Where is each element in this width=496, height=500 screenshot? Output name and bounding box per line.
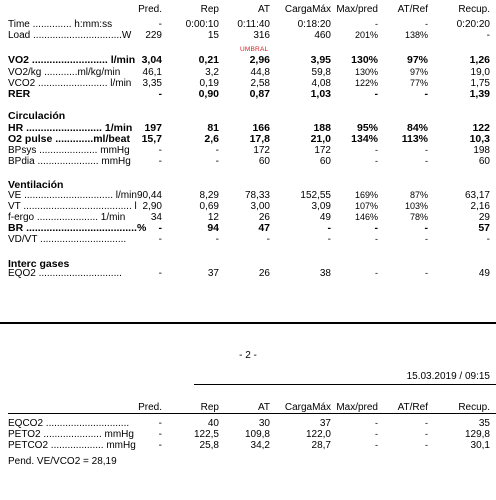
cell-value: 59,8 — [311, 67, 331, 78]
header-pred: Pred. — [138, 4, 162, 15]
cell-value: - — [375, 268, 378, 278]
cell-value: - — [375, 418, 378, 428]
cell-value: 10,3 — [469, 133, 490, 145]
cell-value: 47 — [258, 222, 270, 234]
cell-value: 1,26 — [469, 54, 490, 66]
cell-value: - — [266, 234, 270, 245]
cell-value: 37 — [319, 418, 331, 429]
header2-rep: Rep — [200, 402, 219, 413]
header2-maxpred: Max/pred — [336, 402, 378, 413]
cell-value: 138% — [404, 30, 428, 40]
cell-value: - — [158, 429, 162, 440]
cell-value: 21,0 — [310, 133, 331, 145]
cell-value: 0,87 — [249, 88, 270, 100]
cell-value: 34,2 — [250, 440, 270, 451]
cell-value: 38 — [319, 268, 331, 279]
cell-value: - — [158, 222, 162, 234]
row-label: VD/VT ............................... — [8, 234, 127, 245]
table-row — [0, 234, 496, 245]
cell-value: - — [158, 88, 162, 100]
table-header — [0, 4, 496, 15]
cell-value: - — [158, 156, 162, 167]
cell-value: 152,55 — [300, 190, 331, 201]
cell-value: 188 — [313, 122, 331, 134]
row-label: EQO2 .............................. — [8, 268, 122, 279]
cell-value: 30,1 — [470, 440, 490, 451]
row-label: VE ................................ l/min — [8, 190, 137, 201]
cell-value: 197 — [144, 122, 162, 134]
cell-value: - — [425, 268, 428, 278]
cell-value: 0:11:40 — [237, 19, 270, 30]
page-separator — [0, 322, 496, 324]
table-row — [0, 156, 496, 167]
cell-value: - — [158, 418, 162, 429]
cell-value: 166 — [252, 122, 270, 134]
cell-value: 4,08 — [311, 78, 331, 89]
cell-value: - — [327, 222, 331, 234]
cell-value: 97% — [406, 54, 428, 66]
cell-value: - — [425, 145, 428, 155]
table-row — [0, 30, 496, 41]
cell-value: 0,21 — [198, 54, 219, 66]
date-underline — [194, 384, 496, 385]
cell-value: - — [327, 234, 331, 245]
header-maxpred: Max/pred — [336, 4, 378, 15]
cell-value: 77% — [409, 78, 428, 88]
header2-recup: Recup. — [458, 402, 490, 413]
cell-value: 3,95 — [310, 54, 331, 66]
table-row — [0, 78, 496, 89]
cell-value: 8,29 — [199, 190, 219, 201]
cell-value: - — [375, 234, 378, 244]
cell-value: - — [425, 429, 428, 439]
cell-value: 26 — [258, 268, 270, 279]
cell-value: 46,1 — [142, 67, 162, 78]
cell-value: 35 — [478, 418, 490, 429]
row-label: VO2/kg ............ml/kg/min — [8, 67, 121, 78]
cell-value: 90,44 — [136, 190, 162, 201]
row-label: VT ....................................... l — [8, 201, 137, 212]
cell-value: 12 — [207, 212, 219, 223]
cell-value: 30 — [258, 418, 270, 429]
cell-value: - — [375, 429, 378, 439]
table-header-2 — [0, 402, 496, 413]
cell-value: 63,17 — [464, 190, 490, 201]
cell-value: 0:20:20 — [456, 19, 490, 30]
cell-value: 3,00 — [250, 201, 270, 212]
cell-value: - — [215, 234, 219, 245]
cell-value: 460 — [314, 30, 331, 41]
cell-value: 103% — [404, 201, 428, 211]
cell-value: 37 — [207, 268, 219, 279]
header2-cargamax: CargaMáx — [284, 402, 331, 413]
cell-value: - — [425, 418, 428, 428]
cell-value: 122 — [472, 122, 490, 134]
cell-value: 25,8 — [199, 440, 219, 451]
cell-value: - — [158, 440, 162, 451]
cell-value: - — [375, 19, 378, 29]
cell-value: 15,7 — [141, 133, 162, 145]
cell-value: - — [158, 268, 162, 279]
cell-value: 2,16 — [470, 201, 490, 212]
umbral-note: UMBRAL — [240, 46, 269, 53]
cell-value: 122,0 — [305, 429, 331, 440]
cell-value: - — [424, 222, 428, 234]
cell-value: - — [158, 145, 162, 156]
cell-value: - — [425, 19, 428, 29]
cell-value: 78% — [409, 212, 428, 222]
page-number: - 2 - — [239, 350, 257, 361]
header-at: AT — [257, 4, 270, 15]
header2-at: AT — [257, 402, 270, 413]
cell-value: 3,04 — [141, 54, 162, 66]
cell-value: 0,19 — [199, 78, 219, 89]
cell-value: - — [425, 156, 428, 166]
cell-value: 57 — [478, 222, 490, 234]
cell-value: 169% — [354, 190, 378, 200]
cell-value: 122,5 — [193, 429, 219, 440]
cell-value: - — [425, 440, 428, 450]
cell-value: - — [424, 88, 428, 100]
table-row — [0, 223, 496, 234]
cell-value: 2,90 — [142, 201, 162, 212]
row-label: BPdia ...................... mmHg — [8, 156, 131, 167]
cell-value: 28,7 — [311, 440, 331, 451]
cell-value: 15 — [207, 30, 219, 41]
cell-value: 3,35 — [142, 78, 162, 89]
cell-value: 107% — [354, 201, 378, 211]
cell-value: - — [215, 156, 219, 167]
section-circulacion: Circulación — [8, 110, 66, 122]
cell-value: 2,58 — [250, 78, 270, 89]
cell-value: 134% — [351, 133, 378, 145]
table-row — [0, 134, 496, 145]
cell-value: 2,96 — [249, 54, 270, 66]
cell-value: 113% — [401, 133, 428, 145]
cell-value: - — [375, 156, 378, 166]
row-label: BPsys ..................... mmHg — [8, 145, 130, 156]
cell-value: 229 — [145, 30, 162, 41]
cell-value: 26 — [258, 212, 270, 223]
cell-value: 17,8 — [249, 133, 270, 145]
cell-value: 81 — [207, 122, 219, 134]
cell-value: 316 — [253, 30, 270, 41]
cell-value: 1,75 — [470, 78, 490, 89]
table-row — [0, 67, 496, 78]
cell-value: 130% — [354, 67, 378, 77]
row-label: O2 pulse .............ml/beat — [8, 133, 130, 145]
cell-value: 3,09 — [311, 201, 331, 212]
header-atref: AT/Ref — [397, 4, 428, 15]
cell-value: - — [425, 234, 428, 244]
cell-value: - — [158, 234, 162, 245]
cell-value: - — [158, 19, 162, 30]
cell-value: 49 — [319, 212, 331, 223]
cell-value: 78,33 — [244, 190, 270, 201]
row-label: f-ergo ...................... 1/min — [8, 212, 126, 223]
section-interc-gases: Interc gases — [8, 258, 70, 270]
table-row — [0, 418, 496, 429]
cell-value: 0,69 — [199, 201, 219, 212]
table-row — [0, 55, 496, 66]
cell-value: 130% — [351, 54, 378, 66]
row-label: Load ................................W — [8, 30, 132, 41]
row-label: PETCO2 ................... mmHg — [8, 440, 136, 451]
table-row — [0, 190, 496, 201]
cell-value: - — [486, 30, 490, 41]
row-label: HR .......................... 1/min — [8, 122, 133, 134]
cell-value: 29 — [478, 212, 490, 223]
header-rep: Rep — [200, 4, 219, 15]
cell-value: 0:00:10 — [185, 19, 219, 30]
cell-value: 2,6 — [204, 133, 219, 145]
cell-value: 49 — [478, 268, 490, 279]
row-label: VCO2 ......................... l/min — [8, 78, 132, 89]
row-label: VO2 .......................... l/min — [8, 54, 136, 66]
header-recup: Recup. — [458, 4, 490, 15]
cell-value: 172 — [253, 145, 270, 156]
cell-value: 0,90 — [198, 88, 219, 100]
cell-value: 60 — [478, 156, 490, 167]
table-row — [0, 268, 496, 279]
table-row — [0, 89, 496, 100]
cell-value: 201% — [354, 30, 378, 40]
cell-value: - — [375, 145, 378, 155]
header2-atref: AT/Ref — [397, 402, 428, 413]
cell-value: 60 — [258, 156, 270, 167]
cell-value: - — [486, 234, 490, 245]
cell-value: 40 — [207, 418, 219, 429]
cell-value: - — [375, 440, 378, 450]
row-label: PETO2 ..................... mmHg — [8, 429, 134, 440]
row-label: RER — [8, 88, 31, 100]
cell-value: - — [374, 88, 378, 100]
cell-value: 3,2 — [205, 67, 219, 78]
section-ventilacion: Ventilación — [8, 179, 64, 191]
cell-value: 87% — [409, 190, 428, 200]
cell-value: 19,0 — [470, 67, 490, 78]
cell-value: - — [374, 222, 378, 234]
cell-value: 1,39 — [469, 88, 490, 100]
header-cargamax: CargaMáx — [284, 4, 331, 15]
cell-value: 0:18:20 — [297, 19, 331, 30]
cell-value: 129,8 — [464, 429, 490, 440]
slope-ve-vco2: Pend. VE/VCO2 = 28,19 — [8, 456, 117, 467]
cell-value: 44,8 — [250, 67, 270, 78]
table-row — [0, 145, 496, 156]
table-row — [0, 440, 496, 451]
table-row — [0, 19, 496, 30]
header-underline-2 — [8, 413, 496, 414]
cell-value: 84% — [406, 122, 428, 134]
cell-value: 34 — [150, 212, 162, 223]
table-row — [0, 429, 496, 440]
cell-value: 122% — [354, 78, 378, 88]
cell-value: 146% — [354, 212, 378, 222]
report-date: 15.03.2019 / 09:15 — [406, 371, 490, 382]
cell-value: 95% — [356, 122, 378, 134]
cell-value: - — [215, 145, 219, 156]
cell-value: 94 — [207, 222, 219, 234]
row-label: EQCO2 .............................. — [8, 418, 130, 429]
row-label: BR ......................................% — [8, 222, 147, 234]
cell-value: 1,03 — [310, 88, 331, 100]
row-label: Time .............. h:mm:ss — [8, 19, 113, 30]
cell-value: 60 — [319, 156, 331, 167]
cell-value: 198 — [473, 145, 490, 156]
cell-value: 109,8 — [244, 429, 270, 440]
table-row — [0, 201, 496, 212]
cell-value: 97% — [409, 67, 428, 77]
header2-pred: Pred. — [138, 402, 162, 413]
cell-value: 172 — [314, 145, 331, 156]
